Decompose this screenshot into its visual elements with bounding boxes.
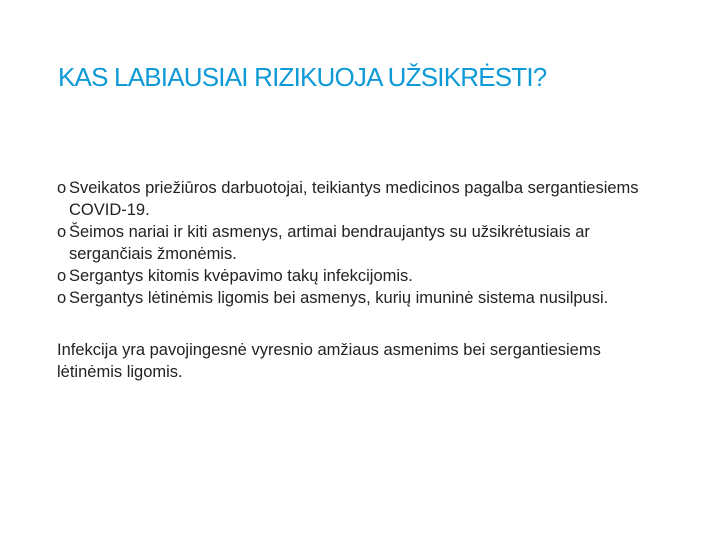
list-item-text: Sergantys kitomis kvėpavimo takų infekcijomis.	[69, 267, 413, 285]
closing-note: Infekcija yra pavojingesnė vyresnio amžiaus asmenims bei sergantiesiems lėtinėmis ligomis.	[57, 341, 601, 381]
list-item	[57, 287, 657, 309]
slide-body	[57, 177, 657, 383]
list-item	[57, 265, 657, 287]
list-item-text: Sveikatos priežiūros darbuotojai, teikiantys medicinos pagalba sergantiesiems COVID-19.	[69, 179, 639, 219]
bullet-marker-icon: o	[57, 179, 67, 197]
bullet-marker-icon: o	[57, 267, 67, 285]
bullet-marker-icon: o	[57, 289, 67, 307]
slide-title: KAS LABIAUSIAI RIZIKUOJA UŽSIKRĖSTI?	[58, 62, 547, 92]
bullet-marker-icon: o	[57, 223, 67, 241]
list-item-text: Šeimos nariai ir kiti asmenys, artimai bendraujantys su užsikrėtusiais ar sergančiais žmonėmis.	[69, 223, 590, 263]
list-item	[57, 221, 657, 265]
list-item	[57, 177, 657, 221]
list-item-text: Sergantys lėtinėmis ligomis bei asmenys, kurių imuninė sistema nusilpusi.	[69, 289, 609, 307]
risk-group-list	[57, 177, 657, 309]
